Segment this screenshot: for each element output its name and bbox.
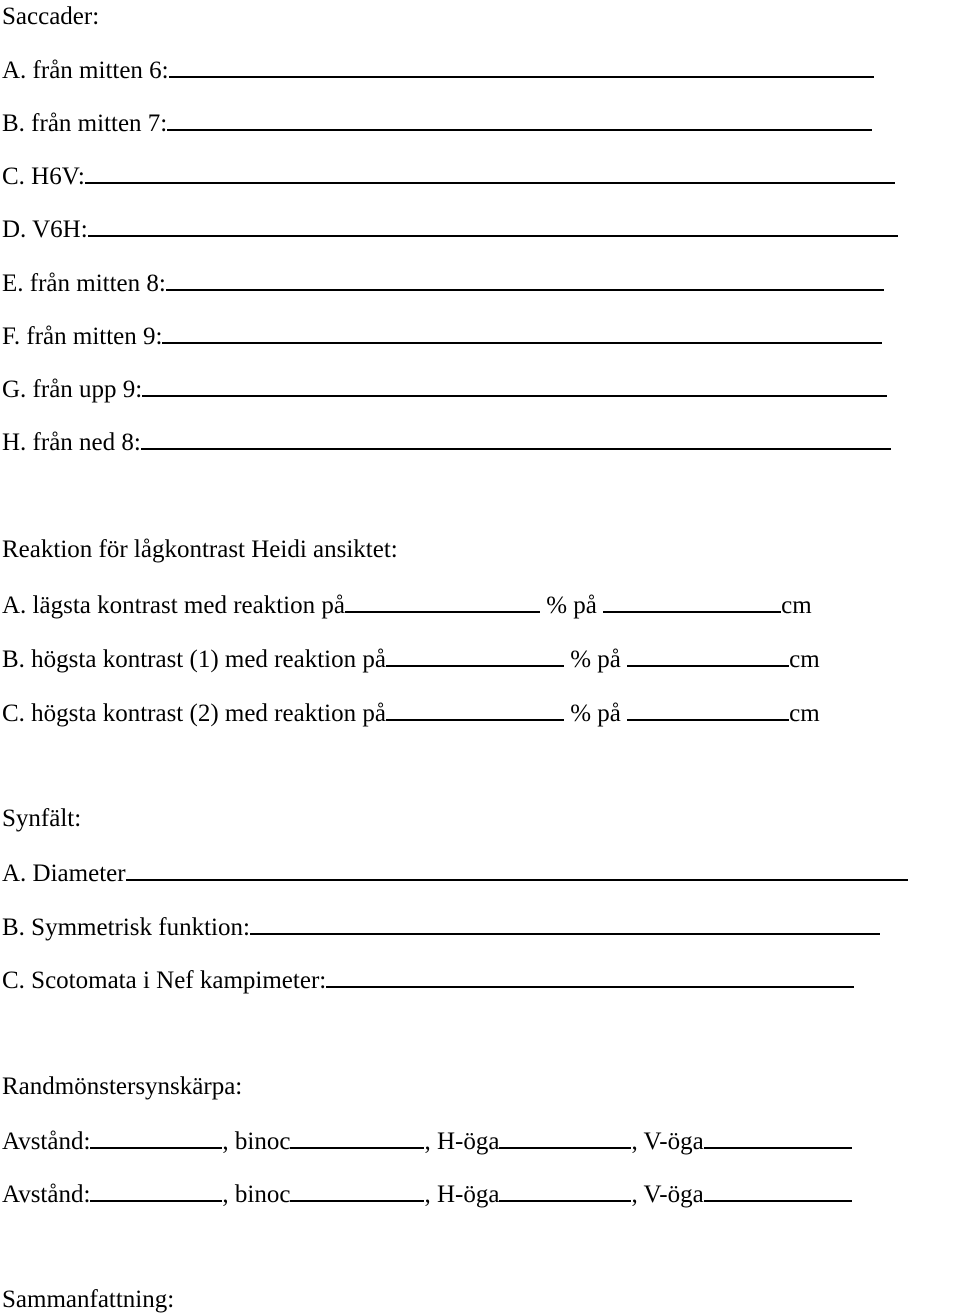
field-label: , V-öga [631,1128,704,1155]
saccade-row-h [2,426,891,456]
synfalt-row-a [2,857,908,887]
saccade-row-a [2,54,874,84]
field-label: A. Diameter [2,860,126,887]
diameter-blank[interactable] [126,857,908,881]
section-heading-text: Synfält: [2,805,82,832]
avstand-2-blank[interactable] [90,1178,222,1202]
field-label: E. från mitten 8: [2,270,166,297]
lagkontrast-b-percent-blank[interactable] [386,643,564,667]
section-heading-text: Randmönstersynskärpa: [2,1073,243,1100]
binoc-1-blank[interactable] [290,1125,424,1149]
field-label: , H-öga [424,1128,500,1155]
field-label: D. V6H: [2,216,88,243]
h-oga-2-blank[interactable] [499,1178,631,1202]
symmetrisk-funktion-blank[interactable] [250,911,880,935]
field-label: A. lägsta kontrast med reaktion på [2,592,345,619]
field-label: , binoc [222,1128,291,1155]
lagkontrast-heading [2,535,398,565]
field-label: % på [570,700,621,727]
h-oga-1-blank[interactable] [499,1125,631,1149]
randmonster-heading [2,1072,242,1102]
lagkontrast-row-a [2,589,812,619]
lagkontrast-row-c [2,697,820,727]
section-heading-text: Sammanfattning: [2,1286,175,1313]
lagkontrast-c-percent-blank[interactable] [386,697,564,721]
v-oga-1-blank[interactable] [704,1125,852,1149]
randmonster-row-1 [2,1125,852,1155]
binoc-2-blank[interactable] [290,1178,424,1202]
saccade-h-blank[interactable] [141,426,891,450]
lagkontrast-row-b [2,643,820,673]
saccade-row-e [2,267,884,297]
lagkontrast-a-percent-blank[interactable] [345,589,540,613]
field-label: % på [546,592,597,619]
field-label: % på [570,646,621,673]
saccade-row-b [2,107,872,137]
lagkontrast-a-cm-blank[interactable] [603,589,781,613]
saccade-c-blank[interactable] [85,160,895,184]
field-label: G. från upp 9: [2,376,143,403]
field-label: C. högsta kontrast (2) med reaktion på [2,700,386,727]
field-label: Avstånd: [2,1181,91,1208]
saccade-b-blank[interactable] [167,107,872,131]
unit-label: cm [781,592,812,619]
saccade-f-blank[interactable] [162,320,882,344]
field-label: C. H6V: [2,163,85,190]
avstand-1-blank[interactable] [90,1125,222,1149]
saccade-row-g [2,373,887,403]
scotomata-blank[interactable] [326,964,854,988]
field-label: , H-öga [424,1181,500,1208]
synfalt-heading [2,804,81,834]
field-label: H. från ned 8: [2,429,141,456]
field-label: A. från mitten 6: [2,57,169,84]
saccade-a-blank[interactable] [169,54,874,78]
field-label: , binoc [222,1181,291,1208]
field-label: B. högsta kontrast (1) med reaktion på [2,646,386,673]
section-heading-text: Reaktion för lågkontrast Heidi ansiktet: [2,536,398,563]
field-label: , V-öga [631,1181,704,1208]
field-label: B. från mitten 7: [2,110,168,137]
field-label: C. Scotomata i Nef kampimeter: [2,967,327,994]
field-label: Avstånd: [2,1128,91,1155]
saccade-row-c [2,160,895,190]
lagkontrast-b-cm-blank[interactable] [627,643,789,667]
saccade-e-blank[interactable] [166,267,884,291]
unit-label: cm [789,646,820,673]
section-heading-text: Saccader: [2,3,100,30]
field-label: B. Symmetrisk funktion: [2,914,250,941]
saccade-g-blank[interactable] [142,373,887,397]
saccader-heading [2,2,99,32]
unit-label: cm [789,700,820,727]
saccade-row-f [2,320,882,350]
saccade-d-blank[interactable] [88,213,898,237]
synfalt-row-c [2,964,854,994]
v-oga-2-blank[interactable] [704,1178,852,1202]
field-label: F. från mitten 9: [2,323,163,350]
sammanfattning-heading [2,1285,174,1315]
saccade-row-d [2,213,898,243]
randmonster-row-2 [2,1178,852,1208]
lagkontrast-c-cm-blank[interactable] [627,697,789,721]
synfalt-row-b [2,911,880,941]
